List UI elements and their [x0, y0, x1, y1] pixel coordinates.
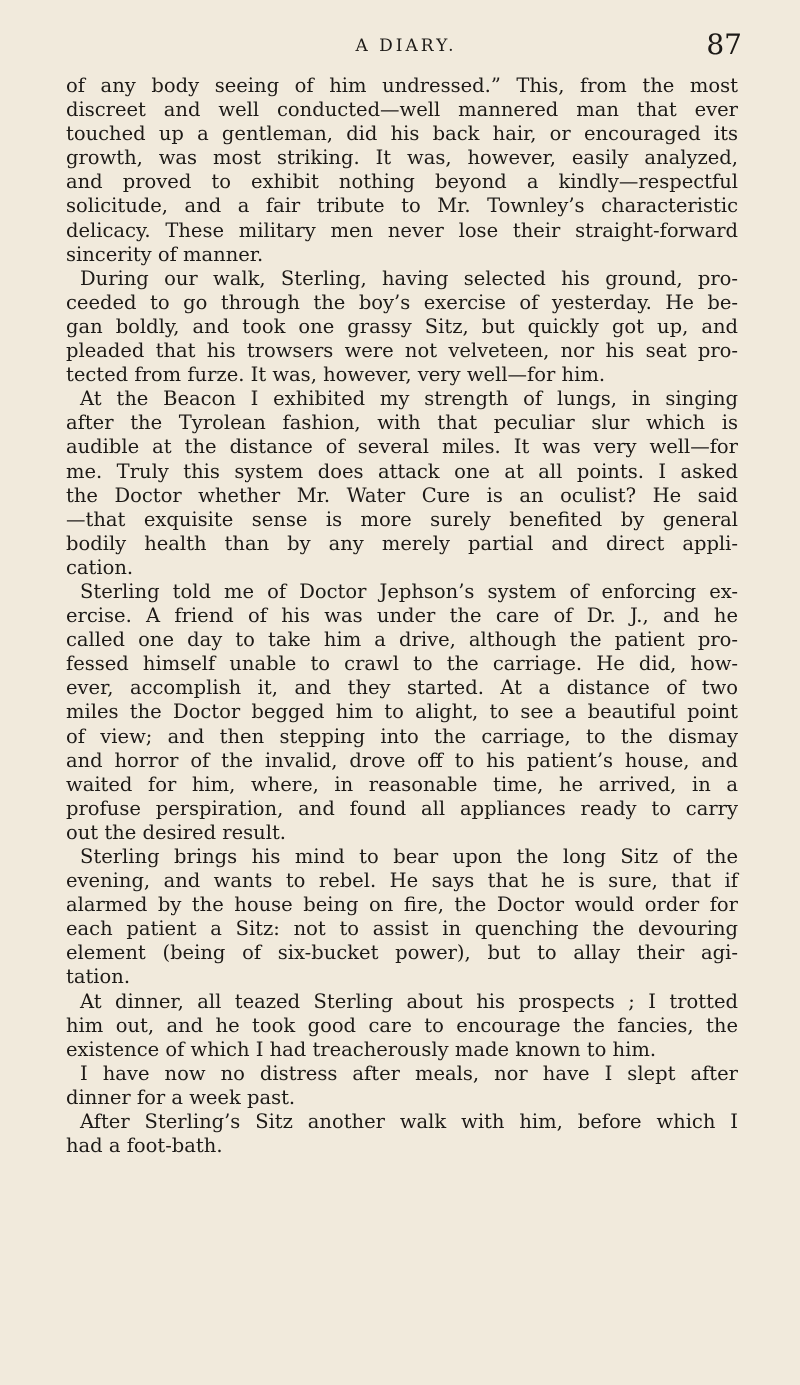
text-line: of any body seeing of him undressed.” This, from the most — [66, 74, 738, 97]
text-line: pleaded that his trowsers were not velveteen, nor his seat pro- — [66, 339, 738, 363]
text-line: audible at the distance of several miles. It was very well—for — [66, 435, 738, 459]
text-line: tation. — [66, 965, 131, 989]
text-line: Sterling brings his mind to bear upon the long Sitz of the — [80, 845, 738, 868]
text-line: me. Truly this system does attack one at all points. I asked — [66, 459, 738, 483]
text-line: miles the Doctor begged him to alight, to see a beautiful point — [66, 700, 738, 724]
text-line: ever, accomplish it, and they started. At a distance of two — [66, 676, 738, 700]
text-line: element (being of six-bucket power), but to allay their agi- — [66, 941, 738, 965]
text-line: him out, and he took good care to encourage the fancies, the — [66, 1013, 738, 1037]
text-line: tected from furze. It was, however, very well—for him. — [66, 363, 606, 387]
text-line: discreet and well conducted—well mannered man that ever — [66, 98, 738, 122]
text-line: dinner for a week past. — [66, 1085, 296, 1109]
text-line: alarmed by the house being on fire, the Doctor would order for — [66, 893, 738, 917]
text-line: waited for him, where, in reasonable time, he arrived, in a — [66, 772, 738, 796]
text-line: existence of which I had treacherously made known to him. — [66, 1037, 657, 1061]
text-line: ceeded to go through the boy’s exercise of yesterday. He be- — [66, 290, 738, 314]
text-line: At dinner, all teazed Sterling about his prospects ; I trotted — [80, 989, 738, 1013]
text-line: of view; and then stepping into the carriage, to the dismay — [66, 724, 738, 748]
text-line: sincerity of manner. — [66, 242, 264, 266]
text-line: and proved to exhibit nothing beyond a kindly—respectful — [66, 170, 738, 194]
text-line: growth, was most striking. It was, however, easily analyzed, — [66, 146, 738, 170]
text-line: each patient a Sitz: not to assist in quenching the devouring — [66, 917, 738, 941]
page-header — [70, 28, 742, 68]
text-line: ercise. A friend of his was under the care of Dr. J., and he — [66, 604, 738, 628]
text-line: fessed himself unable to crawl to the carriage. He did, how- — [66, 652, 738, 676]
text-line: called one day to take him a drive, although the patient pro- — [66, 628, 738, 652]
text-line: —that exquisite sense is more surely benefited by general — [66, 507, 738, 531]
text-line: the Doctor whether Mr. Water Cure is an oculist? He said — [66, 483, 738, 507]
body-text — [66, 74, 738, 1158]
text-line: out the desired result. — [66, 820, 286, 844]
text-line: delicacy. These military men never lose their straight-forward — [66, 218, 738, 242]
page-number: 87 — [706, 28, 742, 61]
text-line: bodily health than by any merely partial and direct appli- — [66, 531, 738, 555]
text-line: After Sterling’s Sitz another walk with him, before which I — [80, 1110, 738, 1134]
text-line: cation. — [66, 555, 134, 579]
text-line: touched up a gentleman, did his back hair, or encouraged its — [66, 122, 738, 146]
text-line: had a foot-bath. — [66, 1134, 223, 1158]
text-line: Sterling told me of Doctor Jephson’s system of enforcing ex- — [80, 579, 738, 603]
text-line: During our walk, Sterling, having selected his ground, pro- — [80, 266, 738, 290]
text-line: I have now no distress after meals, nor have I slept after — [80, 1061, 738, 1085]
text-line: gan boldly, and took one grassy Sitz, but quickly got up, and — [66, 314, 738, 338]
text-line: solicitude, and a fair tribute to Mr. Townley’s characteristic — [66, 194, 738, 218]
text-line: profuse perspiration, and found all appliances ready to carry — [66, 796, 738, 820]
text-line: At the Beacon I exhibited my strength of lungs, in singing — [80, 387, 738, 411]
running-title: A DIARY. — [355, 36, 457, 56]
text-line: and horror of the invalid, drove off to his patient’s house, and — [66, 748, 738, 772]
text-line: after the Tyrolean fashion, with that peculiar slur which is — [66, 411, 738, 435]
text-line: evening, and wants to rebel. He says that he is sure, that if — [66, 869, 738, 893]
